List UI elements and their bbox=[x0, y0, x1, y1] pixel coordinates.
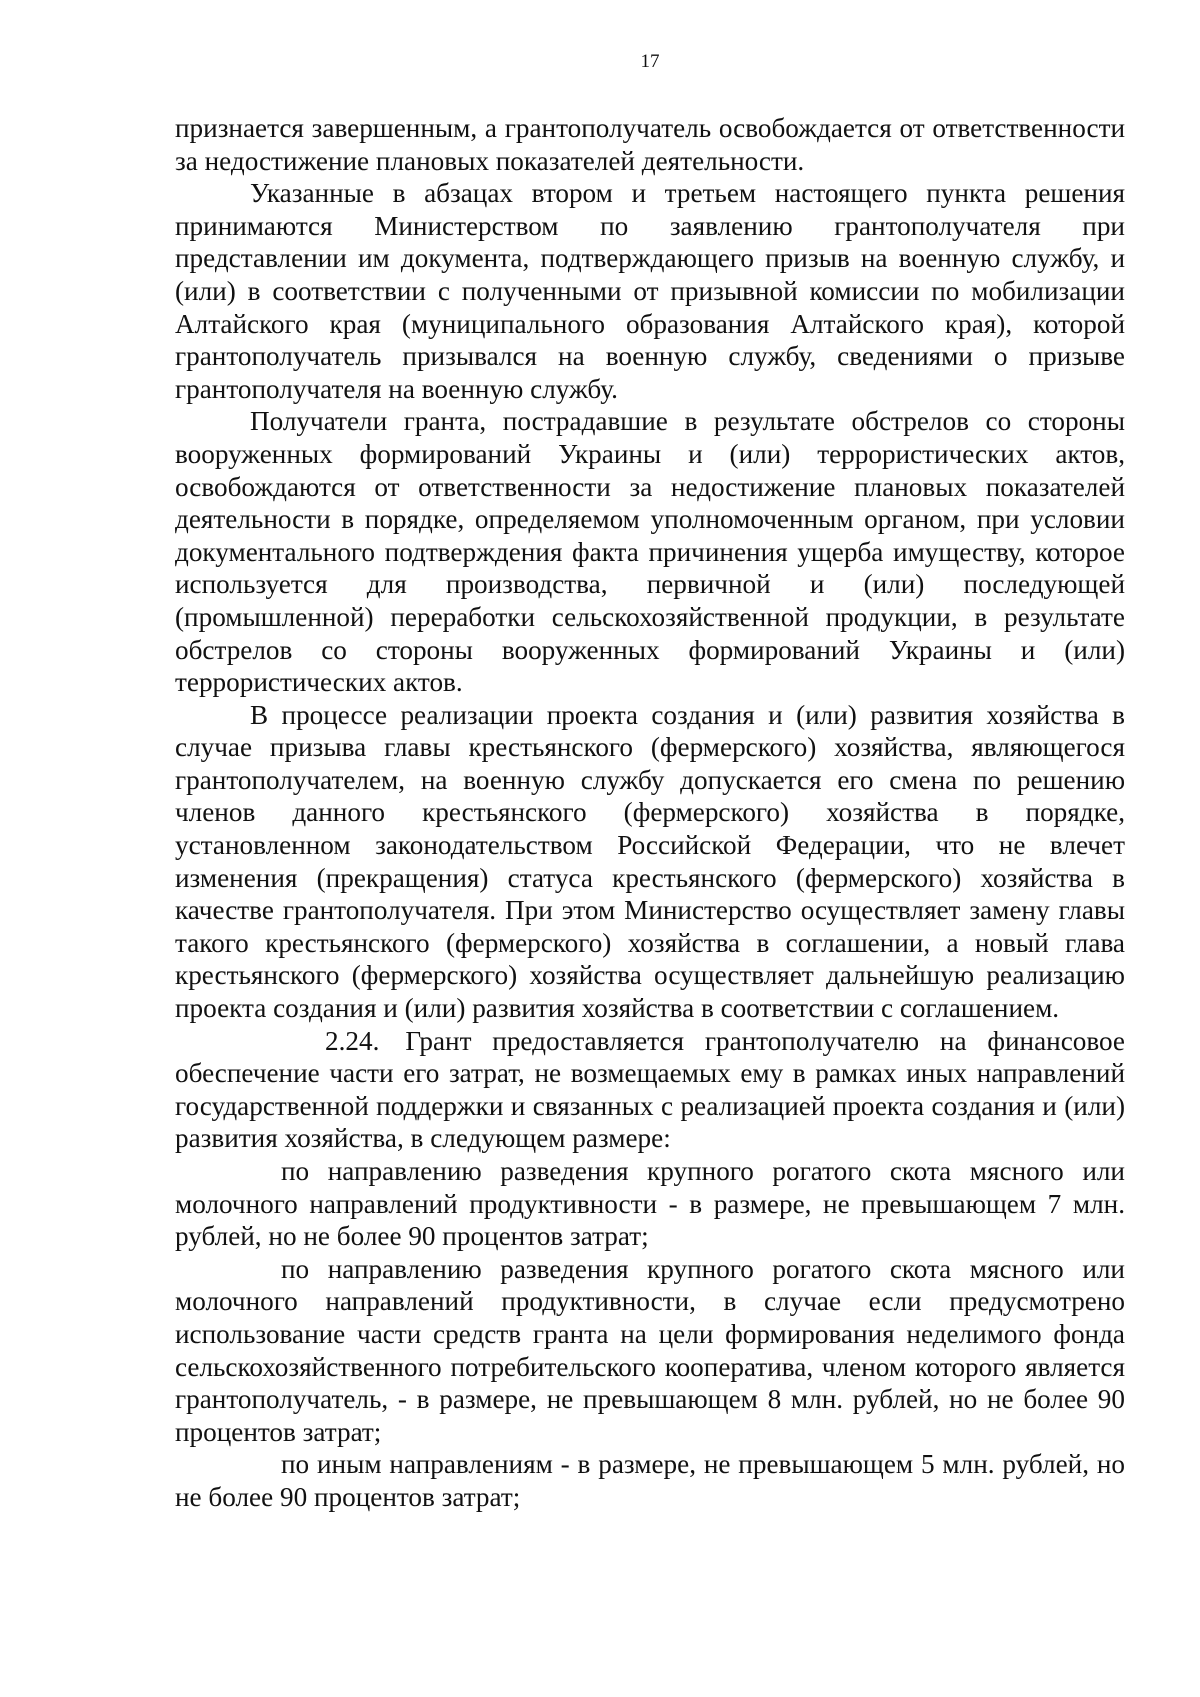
document-body bbox=[175, 112, 1125, 1514]
clause-2-24 bbox=[175, 1025, 1125, 1155]
paragraph-affected-recipients: Получатели гранта, пострадавшие в результате обстрелов со стороны вооруженных формирований Украины и (или) террористических актов, освобождаются от ответственности за недостижение плановых показателей деятельности в порядке, определяемом уполномоченным органом, при условии документального подтверждения факта причинения ущерба имуществу, которое используется для производства, первичной и (или) последующей (промышленной) переработки сельскохозяйственной продукции, в результате обстрелов со стороны вооруженных формирований Украины и (или) террористических актов. bbox=[175, 406, 1125, 698]
paragraph-continuation: признается завершенным, а грантополучатель освобождается от ответственности за недостижение плановых показателей деятельности. bbox=[175, 113, 1125, 176]
list-item-other: по иным направлениям - в размере, не превышающем 5 млн. рублей, но не более 90 процентов затрат; bbox=[175, 1449, 1125, 1512]
page-number: 17 bbox=[640, 51, 660, 72]
paragraph-head-replacement: В процессе реализации проекта создания и (или) развития хозяйства в случае призыва главы крестьянского (фермерского) хозяйства, являющегося грантополучателем, на военную службу допускается его смена по решению членов данного крестьянского (фермерского) хозяйства в порядке, установленном законодательством Российской Федерации, что не влечет изменения (прекращения) статуса крестьянского (фермерского) хозяйства в качестве грантополучателя. При этом Министерство осуществляет замену главы такого крестьянского (фермерского) хозяйства в соглашении, а новый глава крестьянского (фермерского) хозяйства осуществляет дальнейшую реализацию проекта создания и (или) развития хозяйства в соответствии с соглашением. bbox=[175, 699, 1125, 1024]
clause-text: Грант предоставляется грантополучателю на финансовое обеспечение части его затрат, не возмещаемых ему в рамках иных направлений государственной поддержки и связанных с реализацией проекта создания и (или) развития хозяйства, в следующем размере: bbox=[175, 1025, 1125, 1154]
list-item-cattle: по направлению разведения крупного рогатого скота мясного или молочного направлений продуктивности - в размере, не превышающем 7 млн. рублей, но не более 90 процентов затрат; bbox=[175, 1156, 1125, 1252]
paragraph-decisions: Указанные в абзацах втором и третьем настоящего пункта решения принимаются Министерством по заявлению грантополучателя при представлении им документа, подтверждающего призыв на военную службу, и (или) в соответствии с полученными от призывной комиссии по мобилизации Алтайского края (муниципального образования Алтайского края), которой грантополучатель призывался на военную службу, сведениями о призыве грантополучателя на военную службу. bbox=[175, 178, 1125, 404]
clause-number: 2.24. bbox=[325, 1025, 380, 1056]
list-item-cattle-cooperative: по направлению разведения крупного рогатого скота мясного или молочного направлений продуктивности, в случае если предусмотрено использование части средств гранта на цели формирования неделимого фонда сельскохозяйственного потребительского кооператива, членом которого является грантополучатель, - в размере, не превышающем 8 млн. рублей, но не более 90 процентов затрат; bbox=[175, 1253, 1125, 1447]
